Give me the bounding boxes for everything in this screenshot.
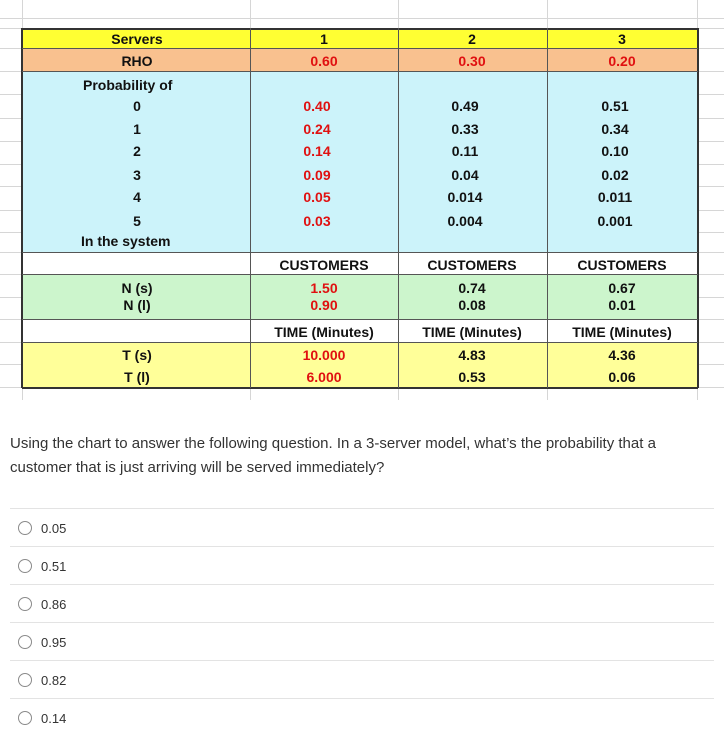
customers-header-cell: CUSTOMERS [577,257,667,273]
probability-label: Probability of [83,77,173,93]
server-count-cell: 3 [618,31,626,47]
probability-cell: 0.51 [601,98,629,114]
row-divider [22,252,698,253]
n-value-label: 2 [133,143,141,159]
tl-cell: 0.53 [458,369,486,385]
row-divider [22,342,698,343]
probability-cell: 0.014 [447,189,483,205]
probability-cell: 0.33 [451,121,479,137]
n-value-label: 3 [133,167,141,183]
ts-label: T (s) [122,347,152,363]
answer-option-label: 0.51 [41,558,67,574]
answer-option-label: 0.14 [41,710,67,726]
radio-button-icon[interactable] [18,597,32,611]
table-left-border [21,28,23,388]
server-count-cell: 2 [468,31,476,47]
table-top-border [22,28,698,30]
time-header-cell: TIME (Minutes) [422,324,522,340]
column-divider [250,28,251,388]
table-right-border [697,28,699,388]
probability-cell: 0.05 [303,189,331,205]
answer-option[interactable] [10,622,714,661]
probability-cell: 0.04 [451,167,479,183]
table-bottom-border [22,387,698,389]
rho-label: RHO [121,53,153,69]
answer-option[interactable] [10,698,714,737]
radio-button-icon[interactable] [18,673,32,687]
probability-cell: 0.24 [303,121,331,137]
probability-cell: 0.011 [597,189,633,205]
row-divider [22,319,698,320]
answer-option[interactable] [10,508,714,547]
rho-cell: 0.20 [608,53,636,69]
tl-cell: 6.000 [306,369,342,385]
ts-cell: 10.000 [302,347,346,363]
answer-option-label: 0.95 [41,634,67,650]
customers-header-cell: CUSTOMERS [427,257,517,273]
column-divider [547,28,548,388]
n-value-label: 1 [133,121,141,137]
tl-cell: 0.06 [608,369,636,385]
answer-option-label: 0.86 [41,596,67,612]
radio-button-icon[interactable] [18,559,32,573]
answer-option[interactable] [10,546,714,585]
time-header-cell: TIME (Minutes) [274,324,374,340]
probability-cell: 0.09 [303,167,331,183]
probability-cell: 0.10 [601,143,629,159]
answer-option[interactable] [10,584,714,623]
ts-cell: 4.83 [458,347,486,363]
radio-button-icon[interactable] [18,635,32,649]
probability-cell: 0.004 [447,213,483,229]
ns-cell: 0.67 [608,280,636,296]
customers-header-cell: CUSTOMERS [279,257,369,273]
probability-cell: 0.14 [303,143,331,159]
ns-label: N (s) [121,280,153,296]
row-divider [22,71,698,72]
nl-cell: 0.90 [310,297,338,313]
probability-cell: 0.02 [601,167,629,183]
answer-option[interactable] [10,660,714,699]
ns-cell: 0.74 [458,280,486,296]
server-count-cell: 1 [320,31,328,47]
radio-button-icon[interactable] [18,521,32,535]
radio-button-icon[interactable] [18,711,32,725]
n-value-label: 5 [133,213,141,229]
time-header-cell: TIME (Minutes) [572,324,672,340]
column-divider [398,28,399,388]
row-divider [22,48,698,49]
servers-label: Servers [111,31,163,47]
answer-option-label: 0.05 [41,520,67,536]
nl-cell: 0.01 [608,297,636,313]
probability-cell: 0.001 [597,213,633,229]
ns-cell: 1.50 [310,280,338,296]
nl-cell: 0.08 [458,297,486,313]
question-text: Using the chart to answer the following question. In a 3-server model, what’s the probability that a customer that is just arriving will be served immediately? [10,435,656,476]
ts-cell: 4.36 [608,347,636,363]
probability-cell: 0.49 [451,98,479,114]
row-divider [22,274,698,275]
nl-label: N (l) [123,297,151,313]
rho-cell: 0.60 [310,53,338,69]
probability-cell: 0.11 [451,143,479,159]
rho-cell: 0.30 [458,53,486,69]
answer-option-label: 0.82 [41,672,67,688]
in-system-label: In the system [81,233,171,249]
sheet-gridline [0,18,724,19]
probability-cell: 0.03 [303,213,331,229]
tl-label: T (l) [124,369,150,385]
probability-cell: 0.40 [303,98,331,114]
probability-cell: 0.34 [601,121,629,137]
n-value-label: 4 [133,189,141,205]
n-value-label: 0 [133,98,141,114]
